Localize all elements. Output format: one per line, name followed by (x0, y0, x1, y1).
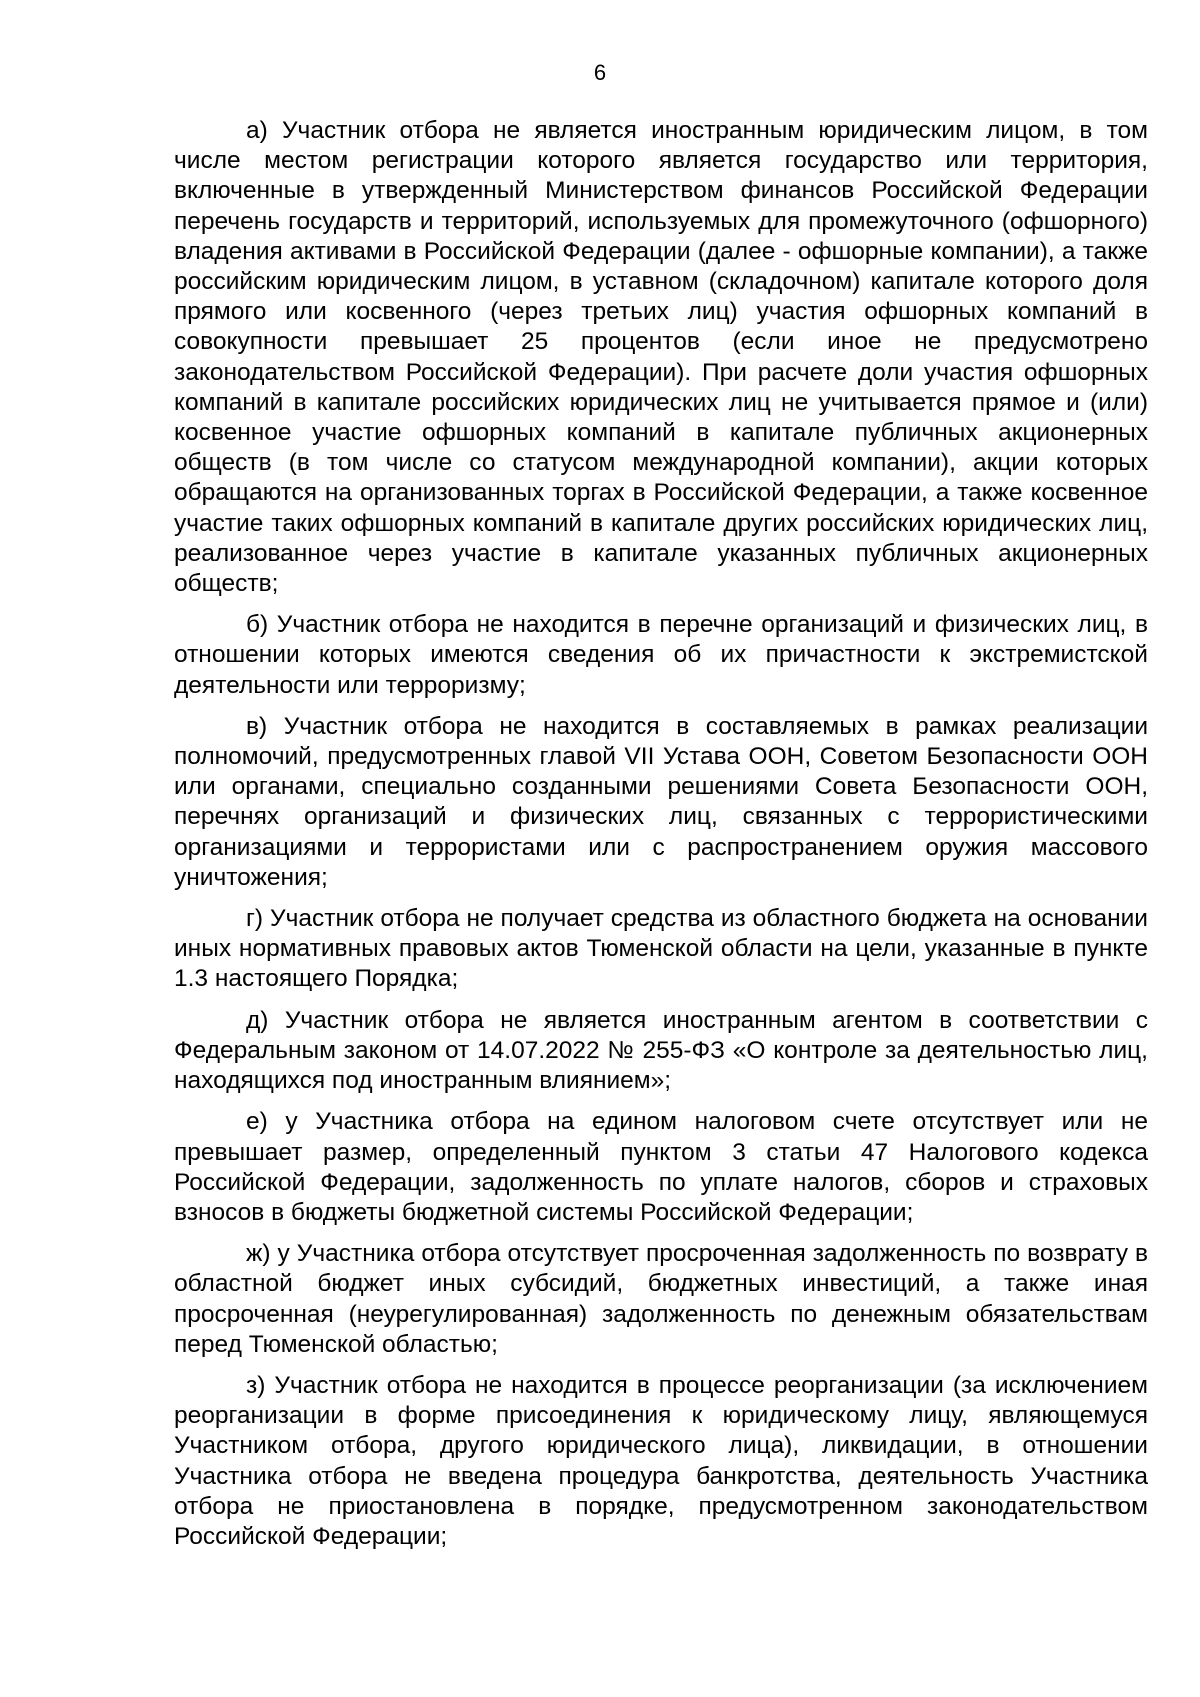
clause-zh: ж) у Участника отбора отсутствует просроченная задолженность по возврату в областной бюджет иных субсидий, бюджетных инвестиций, а также иная просроченная (неурегулированная) задолженность по денежным обязательствам перед Тюменской областью; (174, 1240, 1148, 1358)
document-body (174, 116, 1148, 1563)
clause-e: е) у Участника отбора на едином налоговом счете отсутствует или не превышает размер, определенный пунктом 3 статьи 47 Налогового кодекса Российской Федерации, задолженность по уплате налогов, сборов и страховых взносов в бюджеты бюджетной системы Российской Федерации; (174, 1108, 1148, 1226)
clause-v: в) Участник отбора не находится в составляемых в рамках реализации полномочий, предусмотренных главой VII Устава ООН, Советом Безопасности ООН или органами, специально созданными решениями Совета Безопасности ООН, перечнях организаций и физических лиц, связанных с террористическими организациями и террористами или с распространением оружия массового уничтожения; (174, 712, 1148, 891)
clause-a: а) Участник отбора не является иностранным юридическим лицом, в том числе местом регистрации которого является государство или территория, включенные в утвержденный Министерством финансов Российской Федерации перечень государств и территорий, используемых для промежуточного (офшорного) владения активами в Российской Федерации (далее - офшорные компании), а также российским юридическим лицом, в уставном (складочном) капитале которого доля прямого или косвенного (через третьих лиц) участия офшорных компаний в совокупности превышает 25 процентов (если иное не предусмотрено законодательством Российской Федерации). При расчете доли участия офшорных компаний в капитале российских юридических лиц не учитывается прямое и (или) косвенное участие офшорных компаний в капитале публичных акционерных обществ (в том числе со статусом международной компании), акции которых обращаются на организованных торгах в Российской Федерации, а также косвенное участие таких офшорных компаний в капитале других российских юридических лиц, реализованное через участие в капитале указанных публичных акционерных обществ; (174, 117, 1148, 598)
page-number: 6 (593, 60, 607, 85)
clause-g: г) Участник отбора не получает средства из областного бюджета на основании иных нормативных правовых актов Тюменской области на цели, указанные в пункте 1.3 настоящего Порядка; (174, 905, 1148, 993)
clause-z: з) Участник отбора не находится в процессе реорганизации (за исключением реорганизации в форме присоединения к юридическому лицу, являющемуся Участником отбора, другого юридического лица), ликвидации, в отношении Участника отбора не введена процедура банкротства, деятельность Участника отбора не приостановлена в порядке, предусмотренном законодательством Российской Федерации; (174, 1371, 1148, 1550)
clause-d: д) Участник отбора не является иностранным агентом в соответствии с Федеральным законом от 14.07.2022 № 255-ФЗ «О контроле за деятельностью лиц, находящихся под иностранным влиянием»; (174, 1006, 1148, 1095)
clause-b: б) Участник отбора не находится в перечне организаций и физических лиц, в отношении которых имеются сведения об их причастности к экстремистской деятельности или терроризму; (174, 611, 1148, 699)
